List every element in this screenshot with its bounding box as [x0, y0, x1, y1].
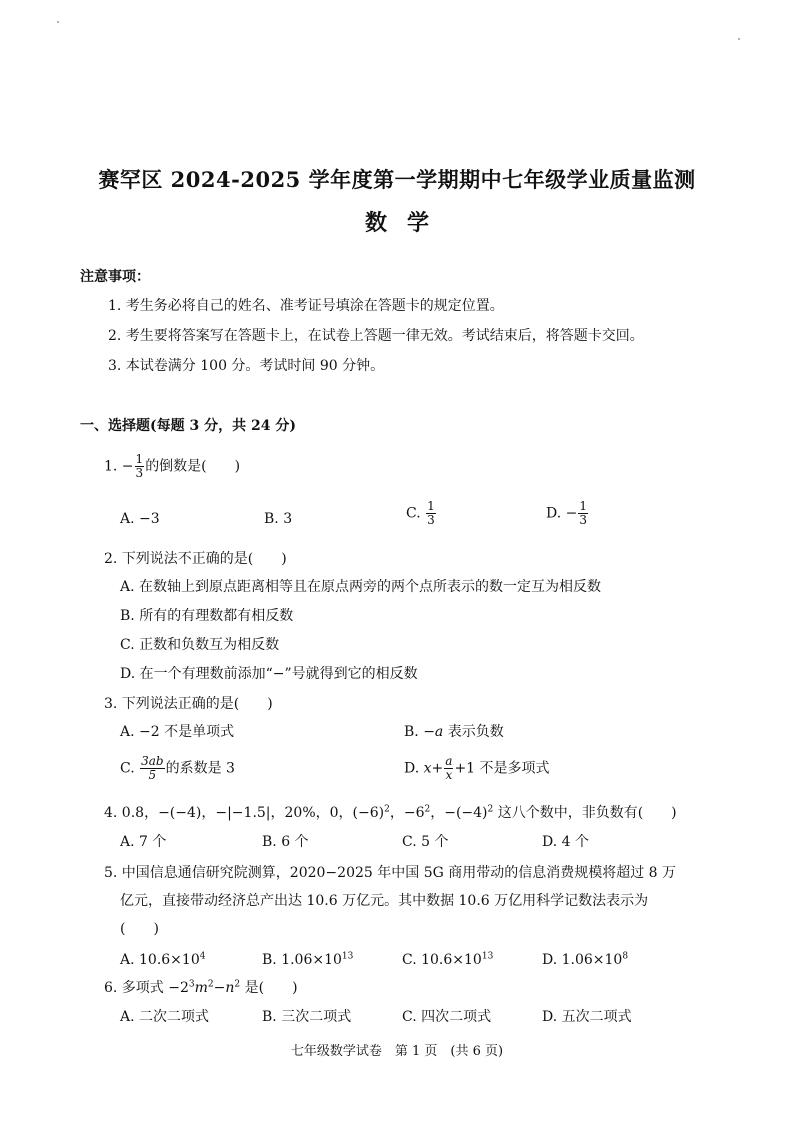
- fraction: $\frac{a}{x}$: [445, 754, 453, 782]
- question-3-option-b: B. −a 表示负数: [404, 724, 504, 740]
- question-2-option-b: B. 所有的有理数都有相反数: [120, 608, 294, 624]
- exam-subject: 数学: [364, 210, 449, 236]
- question-1-option-d: D. − $\frac{1}{3}$: [546, 499, 587, 527]
- exam-title: 赛罕区 2024-2025 学年度第一学期期中七年级学业质量监测: [98, 167, 696, 192]
- notice-item-3: 3. 本试卷满分 100 分。考试时间 90 分钟。: [108, 358, 385, 374]
- question-5-option-c: C. $10.6\times 10^{13}$: [402, 951, 494, 968]
- scan-speck: [57, 21, 59, 23]
- question-4-option-d: D. 4 个: [542, 834, 589, 850]
- question-1-option-a: A. −3: [120, 511, 160, 527]
- question-6-option-c: C. 四次二项式: [402, 1009, 492, 1025]
- section-heading-choice: 一、选择题(每题 3 分，共 24 分): [80, 418, 296, 434]
- fraction: $\frac{1}{3}$: [135, 452, 144, 480]
- question-4-option-c: C. 5 个: [402, 834, 449, 850]
- question-5-line-1: 5. 中国信息通信研究院测算，2020−2025 年中国 5G 商用带动的信息消费规模将超过 8 万: [104, 865, 677, 881]
- question-3-option-c: C. $\frac{3ab}{5}$ 的系数是 3: [120, 754, 235, 782]
- question-5-line-2: 亿元，直接带动经济总产出达 10.6 万亿元。其中数据 10.6 万亿用科学记数法表示为: [120, 893, 649, 909]
- question-1-option-b: B. 3: [264, 511, 293, 527]
- question-4-option-a: A. 7 个: [120, 834, 167, 850]
- notice-item-1: 1. 考生务必将自己的姓名、准考证号填涂在答题卡的规定位置。: [108, 298, 504, 314]
- question-2-option-d: D. 在一个有理数前添加“−”号就得到它的相反数: [120, 666, 418, 682]
- question-5-option-b: B. $1.06\times 10^{13}$: [262, 951, 354, 968]
- question-3-option-a: A. −2 不是单项式: [120, 724, 235, 740]
- question-6-stem: 6. 多项式 $-2^3m^2-n^2$ 是( ): [104, 979, 298, 996]
- question-4-option-b: B. 6 个: [262, 834, 309, 850]
- fraction: $\frac{3ab}{5}$: [141, 754, 164, 782]
- scan-speck: [738, 38, 740, 40]
- question-2-stem: 2. 下列说法不正确的是( ): [104, 551, 287, 567]
- question-6-option-b: B. 三次二项式: [262, 1009, 352, 1025]
- notice-heading: 注意事项：: [80, 269, 150, 285]
- fraction: $\frac{1}{3}$: [579, 499, 587, 527]
- page-footer: 七年级数学试卷 第 1 页 (共 6 页): [290, 1044, 504, 1059]
- question-1-option-c: C. $\frac{1}{3}$: [406, 499, 435, 527]
- question-5-option-d: D. $1.06\times 10^8$: [542, 951, 629, 968]
- question-6-option-d: D. 五次二项式: [542, 1009, 632, 1025]
- question-1-stem: 1. − $\frac{1}{3}$ 的倒数是( ): [104, 452, 241, 480]
- question-4-stem: 4. 0.8，−(−4)，−|−1.5|，20%，0，$(-6)^2$，$-6^2$，$-(-4)^2$ 这八个数中，非负数有( ): [104, 804, 677, 821]
- question-3-stem: 3. 下列说法正确的是( ): [104, 696, 273, 712]
- question-2-option-c: C. 正数和负数互为相反数: [120, 637, 280, 653]
- question-5-option-a: A. $10.6\times 10^4$: [120, 951, 206, 968]
- question-5-line-3: ( ): [120, 921, 159, 937]
- fraction: $\frac{1}{3}$: [427, 499, 435, 527]
- notice-item-2: 2. 考生要将答案写在答题卡上，在试卷上答题一律无效。考试结束后，将答题卡交回。: [108, 328, 644, 344]
- question-6-option-a: A. 二次二项式: [120, 1009, 210, 1025]
- question-2-option-a: A. 在数轴上到原点距离相等且在原点两旁的两个点所表示的数一定互为相反数: [120, 579, 602, 595]
- question-3-option-d: D. x+ $\frac{a}{x}$ +1 不是多项式: [404, 754, 550, 782]
